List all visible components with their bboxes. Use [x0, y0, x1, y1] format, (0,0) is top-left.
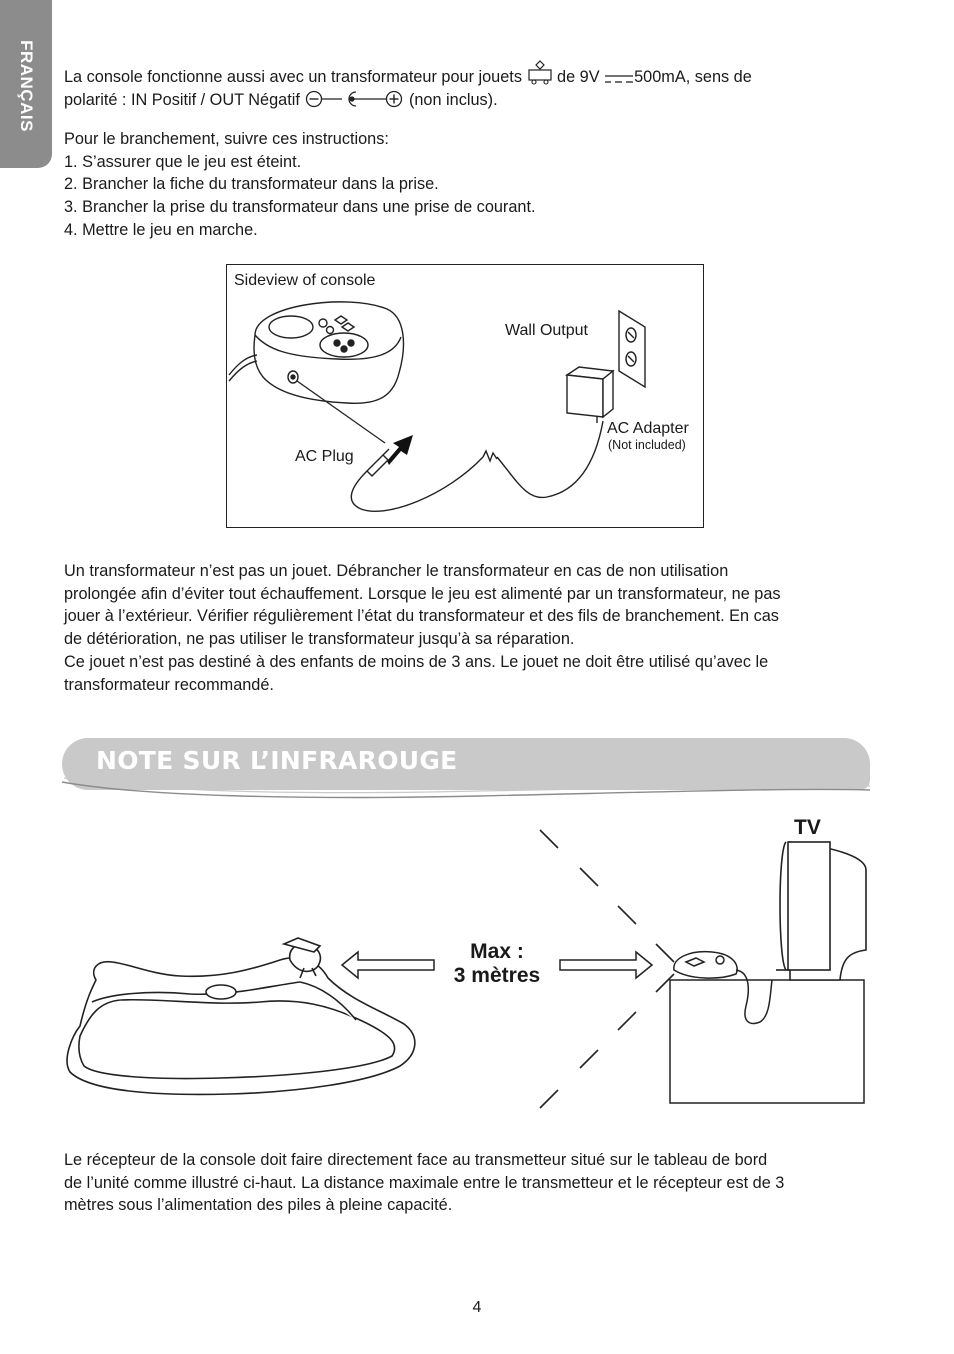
instruction-step-4: 4. Mettre le jeu en marche.: [64, 220, 258, 239]
adapter-illustration: [227, 265, 705, 529]
warning-line: de détérioration, ne pas utiliser le transformateur jusqu’à sa réparation.: [64, 630, 575, 649]
intro-text-d: polarité : IN Positif / OUT Négatif: [64, 90, 300, 109]
warning-line: prolongée afin d’éviter tout échauffement. Lorsque le jeu est alimenté par un transformateur, ne pas: [64, 584, 781, 603]
adapter-figure: [226, 264, 704, 528]
instructions-heading: Pour le branchement, suivre ces instructions:: [64, 130, 389, 148]
tv-label: TV: [794, 816, 821, 839]
distance-label: [438, 940, 556, 988]
tv-stand: [670, 980, 864, 1103]
warning-line: Ce jouet n’est pas destiné à des enfants de moins de 3 ans. Le jouet ne doit être utilisé qu’avec le: [64, 652, 769, 671]
ir-note-paragraph: [64, 1149, 784, 1217]
dc-current-icon: [604, 72, 634, 86]
section-title: NOTE SUR L’INFRAROUGE: [96, 746, 458, 775]
sideview-label: Sideview of console: [234, 272, 376, 289]
intro-text-c: 500mA, sens de: [634, 68, 752, 86]
page-number: 4: [472, 1299, 482, 1316]
instruction-step-1: 1. S’assurer que le jeu est éteint.: [64, 152, 302, 171]
ac-adapter-icon: [567, 367, 613, 423]
intro-paragraph: [64, 60, 752, 111]
warning-line: Un transformateur n’est pas un jouet. Débrancher le transformateur en cas de non utilisation: [64, 562, 729, 580]
ac-adapter-label: AC Adapter: [607, 420, 689, 437]
ir-note-line: de l’unité comme illustré ci-haut. La distance maximale entre le transmetteur et le récepteur est de 3: [64, 1173, 785, 1192]
infrared-figure: [0, 810, 954, 1120]
language-tab-label: FRANÇAIS: [17, 40, 36, 132]
polarity-icon: [304, 89, 404, 109]
tv-icon: [776, 842, 866, 980]
ac-plug-label: AC Plug: [295, 448, 354, 465]
intro-text-b: de 9V: [557, 68, 600, 86]
distance-arrow-right-icon: [560, 952, 652, 978]
toy-transformer-icon: [527, 60, 553, 86]
intro-line-1: [64, 60, 752, 89]
distance-label-line-1: Max :: [470, 940, 524, 963]
wall-output-label: Wall Output: [505, 322, 588, 339]
warning-paragraph: [64, 560, 781, 696]
ir-note-line: mètres sous l’alimentation des piles à pleine capacité.: [64, 1196, 453, 1215]
instruction-step-2: 2. Brancher la fiche du transformateur dans la prise.: [64, 175, 439, 194]
intro-text-e: (non inclus).: [408, 90, 498, 109]
arrow-icon: [387, 435, 413, 465]
console-sideview: [229, 302, 403, 403]
language-tab: [0, 0, 52, 168]
distance-label-line-2: 3 mètres: [453, 964, 541, 987]
instruction-step-3: 3. Brancher la prise du transformateur dans une prise de courant.: [64, 198, 536, 217]
section-underline: [60, 776, 874, 802]
adapter-cable: [351, 421, 603, 511]
instructions-block: [64, 128, 536, 242]
ir-note-line: Le récepteur de la console doit faire directement face au transmetteur situé sur le tableau de bord: [64, 1151, 768, 1169]
warning-line: jouer à l’extérieur. Vérifier régulièrement l’état du transformateur et des fils de branchement. En cas: [64, 607, 779, 626]
intro-text-a: La console fonctionne aussi avec un transformateur pour jouets: [64, 68, 522, 86]
ac-plug-pointer: [297, 381, 385, 443]
not-included-label: (Not included): [608, 438, 686, 452]
warning-line: transformateur recommandé.: [64, 675, 274, 694]
intro-line-2: [64, 89, 752, 112]
wall-outlet-icon: [619, 311, 645, 387]
distance-arrow-left-icon: [342, 952, 434, 978]
